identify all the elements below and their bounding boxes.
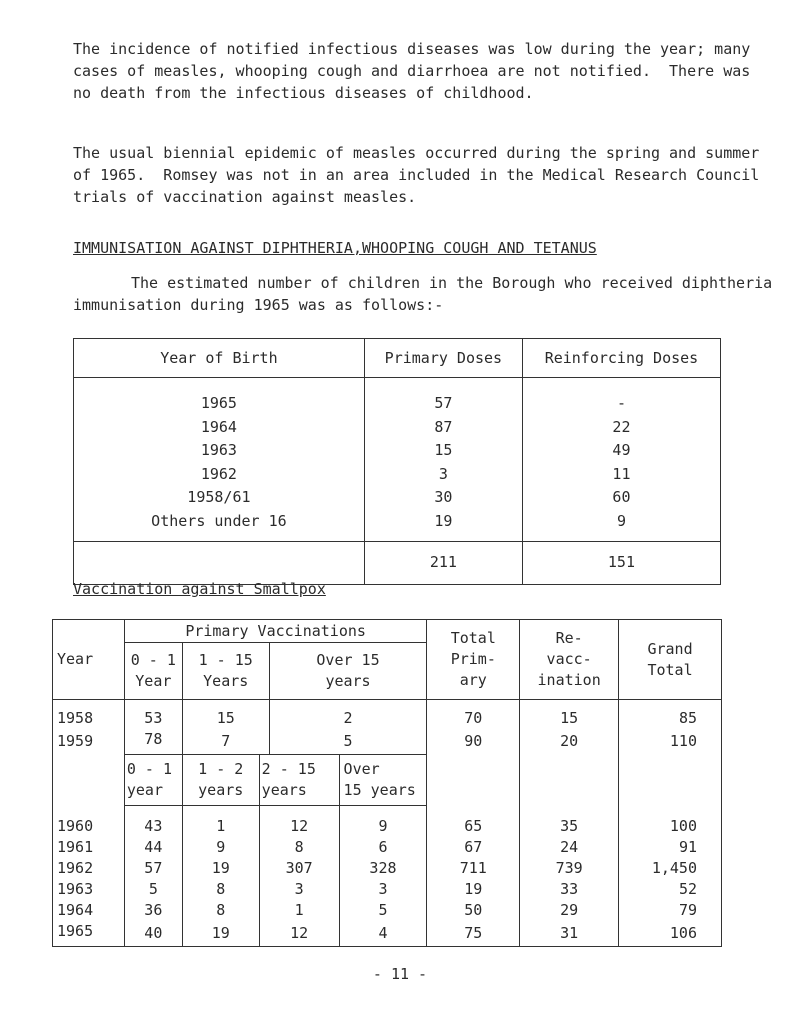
- table-cell: 31: [520, 921, 619, 947]
- table-row: [74, 510, 721, 542]
- immunisation-table: [73, 338, 721, 585]
- table-cell: 307: [259, 858, 339, 879]
- table-cell: 79: [619, 900, 722, 921]
- table-cell: 1: [259, 900, 339, 921]
- table-cell: 36: [124, 900, 182, 921]
- column-header: Year of Birth: [74, 339, 365, 378]
- table-cell: 106: [619, 921, 722, 947]
- column-header-over-15-years: Over 15 years: [269, 643, 427, 700]
- table-cell: 19: [182, 858, 259, 879]
- column-header-0-1-year: 0 - 1 year: [124, 755, 182, 806]
- table-cell: 1,450: [619, 858, 722, 879]
- total-primary-doses: 211: [364, 542, 522, 585]
- smallpox-table: [52, 619, 722, 947]
- table-header-row: [53, 620, 722, 643]
- table-cell: 24: [520, 837, 619, 858]
- table-cell: 5: [269, 729, 427, 755]
- table-row: [53, 806, 722, 838]
- table-cell: -: [522, 378, 720, 416]
- table-row: [53, 700, 722, 730]
- column-header-grand-total: Grand Total: [619, 620, 722, 700]
- table-cell: 100: [619, 806, 722, 838]
- table-cell: 22: [522, 416, 720, 440]
- table-cell: 1: [182, 806, 259, 838]
- table-cell: 739: [520, 858, 619, 879]
- table-cell: 1962: [74, 463, 365, 487]
- table-cell: 1965: [74, 378, 365, 416]
- table-cell: 87: [364, 416, 522, 440]
- paragraph-infectious-diseases: The incidence of notified infectious diseases was low during the year; many cases of measles, whooping cough and diarrhoea are not notified. There was no death from the infectious diseases of childhood.: [73, 40, 760, 102]
- table-cell: 9: [182, 837, 259, 858]
- table-cell: 15: [364, 439, 522, 463]
- table-cell: 15: [182, 700, 269, 730]
- table-cell-year: 1958: [53, 700, 125, 730]
- page-number: - 11 -: [372, 965, 428, 983]
- table-cell: 33: [520, 879, 619, 900]
- immunisation-intro: The estimated number of children in the Borough who received diphtheria immunisation during 1965 was as follows:-: [73, 274, 782, 314]
- table-cell: 7: [182, 729, 269, 755]
- table-cell: 57: [364, 378, 522, 416]
- table-cell: 8: [182, 900, 259, 921]
- table-row: [53, 921, 722, 947]
- table-cell: 19: [364, 510, 522, 542]
- table-row: [74, 486, 721, 510]
- table-cell: 43: [124, 806, 182, 838]
- table-cell: 328: [339, 858, 427, 879]
- immunisation-heading: IMMUNISATION AGAINST DIPHTHERIA,WHOOPING COUGH AND TETANUS: [73, 239, 597, 257]
- table-cell-year: 1962: [53, 858, 125, 879]
- table-cell: 8: [259, 837, 339, 858]
- table-cell: 3: [339, 879, 427, 900]
- table-row: [74, 416, 721, 440]
- column-header-primary: Primary Vaccinations: [124, 620, 427, 643]
- table-cell: 11: [522, 463, 720, 487]
- table-cell: 90: [427, 729, 520, 755]
- table-cell: 67: [427, 837, 520, 858]
- table-cell: 12: [259, 806, 339, 838]
- table-cell: 19: [427, 879, 520, 900]
- table-cell: 20: [520, 729, 619, 755]
- column-header-total-primary: Total Prim- ary: [427, 620, 520, 700]
- table-cell: 44: [124, 837, 182, 858]
- table-cell: 65: [427, 806, 520, 838]
- table-cell: 9: [339, 806, 427, 838]
- column-header-1-15-years: 1 - 15 Years: [182, 643, 269, 700]
- table-header-row: [74, 339, 721, 378]
- table-cell-year: 1963: [53, 879, 125, 900]
- table-row: [53, 729, 722, 755]
- table-cell: [619, 755, 722, 806]
- table-cell: 2: [269, 700, 427, 730]
- table-cell: 49: [522, 439, 720, 463]
- table-subheader-row: [53, 755, 722, 806]
- paragraph-measles: The usual biennial epidemic of measles occurred during the spring and summer of 1965. Romsey was not in an area included in the Medical Research Council trials of vaccination against measles.: [73, 144, 769, 206]
- table-cell: 57: [124, 858, 182, 879]
- table-cell: 60: [522, 486, 720, 510]
- table-cell: 19: [182, 921, 259, 947]
- table-cell-year: 1964: [53, 900, 125, 921]
- table-cell: 53: [124, 700, 182, 730]
- table-cell: 30: [364, 486, 522, 510]
- table-cell: 3: [364, 463, 522, 487]
- table-cell: 35: [520, 806, 619, 838]
- table-cell: 75: [427, 921, 520, 947]
- table-cell: 1964: [74, 416, 365, 440]
- table-row: [53, 879, 722, 900]
- table-row: [74, 463, 721, 487]
- table-cell: 1958/61: [74, 486, 365, 510]
- table-cell: 6: [339, 837, 427, 858]
- column-header: Reinforcing Doses: [522, 339, 720, 378]
- table-cell: 4: [339, 921, 427, 947]
- table-cell: 52: [619, 879, 722, 900]
- column-header-revaccination: Re- vacc- ination: [520, 620, 619, 700]
- table-cell: 29: [520, 900, 619, 921]
- table-cell: 78: [124, 729, 182, 755]
- table-cell-year: 1961: [53, 837, 125, 858]
- table-row: [53, 900, 722, 921]
- column-header-year: Year: [53, 620, 125, 700]
- table-cell-year: 1959: [53, 729, 125, 755]
- table-cell: 5: [339, 900, 427, 921]
- table-cell: Others under 16: [74, 510, 365, 542]
- table-cell: 9: [522, 510, 720, 542]
- table-cell: 50: [427, 900, 520, 921]
- table-cell: [53, 755, 125, 806]
- smallpox-heading: Vaccination against Smallpox: [73, 580, 326, 598]
- table-cell-year: 1965: [53, 921, 125, 947]
- table-row: [53, 858, 722, 879]
- column-header-0-1-year: 0 - 1 Year: [124, 643, 182, 700]
- table-cell: [520, 755, 619, 806]
- table-cell: 3: [259, 879, 339, 900]
- table-cell: 12: [259, 921, 339, 947]
- table-row: [74, 439, 721, 463]
- table-cell: 85: [619, 700, 722, 730]
- column-header: Primary Doses: [364, 339, 522, 378]
- column-header-1-2-years: 1 - 2 years: [182, 755, 259, 806]
- table-cell: 91: [619, 837, 722, 858]
- table-cell: 110: [619, 729, 722, 755]
- table-cell: 1963: [74, 439, 365, 463]
- total-reinforcing-doses: 151: [522, 542, 720, 585]
- table-cell: 5: [124, 879, 182, 900]
- table-cell: 40: [124, 921, 182, 947]
- column-header-over-15-years: Over 15 years: [339, 755, 427, 806]
- table-row: [53, 837, 722, 858]
- column-header-2-15-years: 2 - 15 years: [259, 755, 339, 806]
- table-cell-year: 1960: [53, 806, 125, 838]
- table-cell: 70: [427, 700, 520, 730]
- table-row: [74, 378, 721, 416]
- table-cell: [427, 755, 520, 806]
- table-cell: 15: [520, 700, 619, 730]
- table-cell: 711: [427, 858, 520, 879]
- table-cell: 8: [182, 879, 259, 900]
